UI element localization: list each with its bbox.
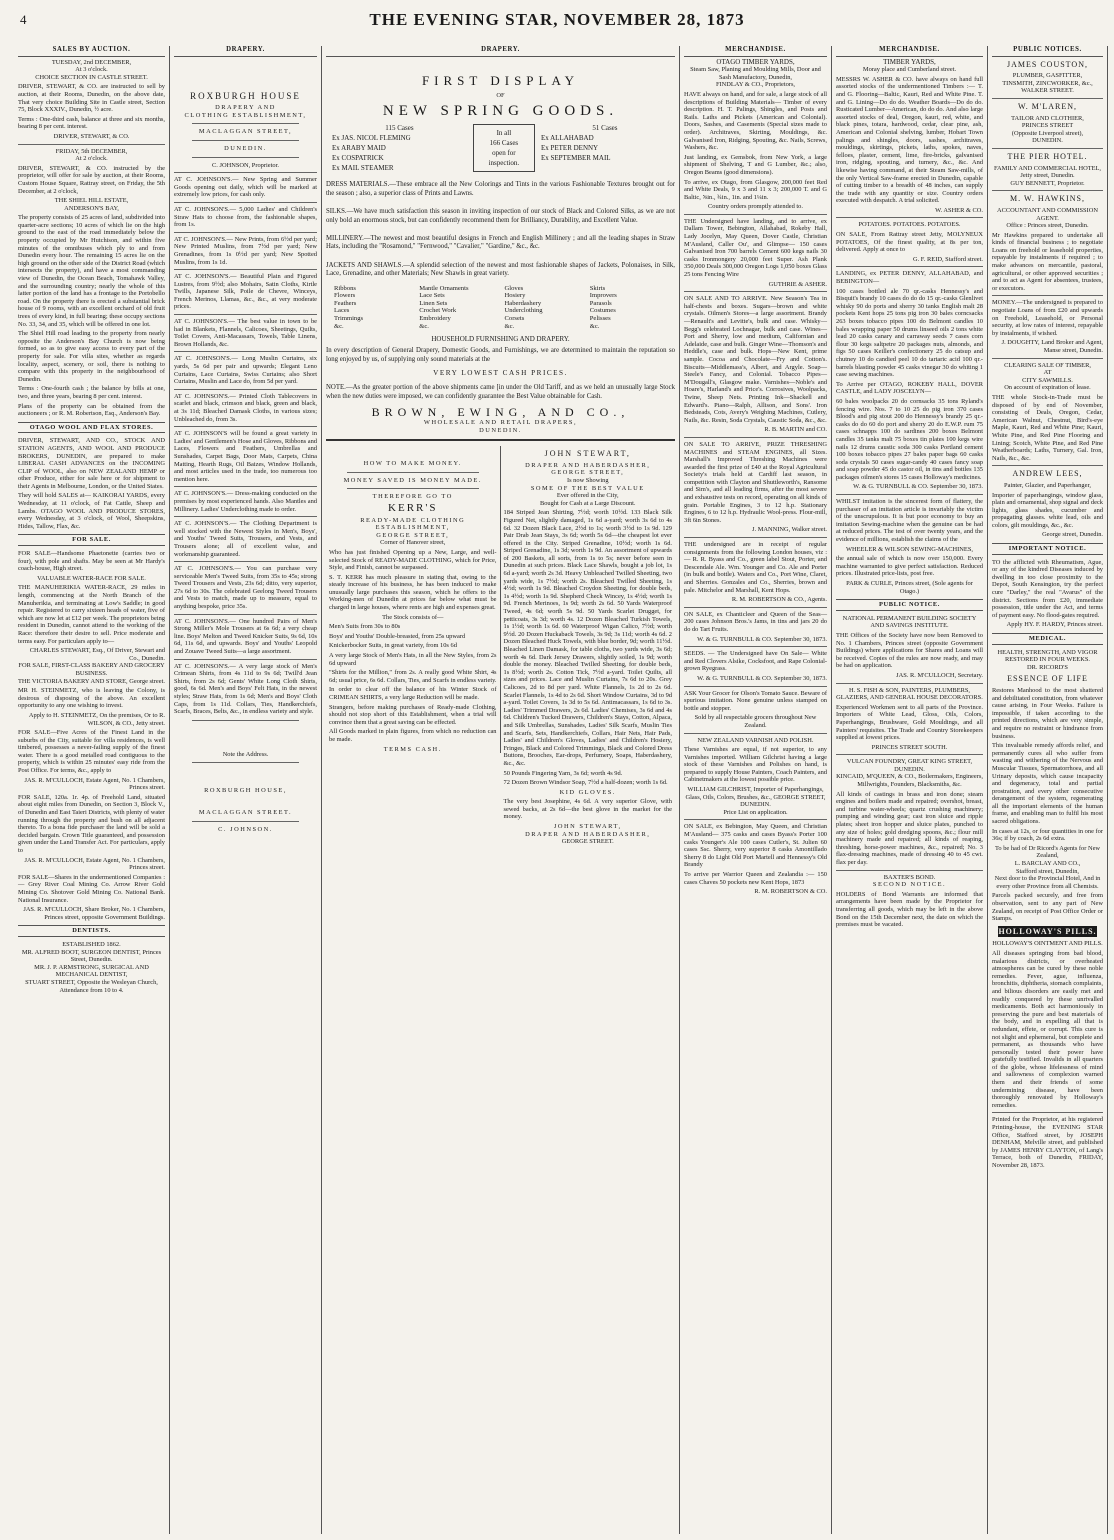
section-header: MEDICAL.: [992, 633, 1103, 645]
section-header: FOR SALE.: [18, 534, 165, 546]
ad-footer: Price List on application.: [723, 808, 788, 816]
ad-title: W. M'LAREN,: [1017, 101, 1078, 111]
kerr-name: KERR'S: [388, 501, 438, 514]
ad-signature: JAS. R. M'CULLOCH, Secretary.: [896, 671, 983, 679]
ad-body: THE undersigned are in receipt of regular consignments from the following London houses, viz :— R. R. Byass and Co., green label Stout, Porter, and Descendale Ale. Wm. Younger and Co. Ale and Porter (in bulk and bottle). Waters and Co., Port Wine, Claret, and Sherries. Gonzales and Co., Sherries, brown and pale. Mitchelor and Marshall, Kent Hops.: [684, 541, 827, 594]
column-header: DRAPERY.: [174, 46, 317, 57]
cases-table: [332, 123, 669, 173]
ad-proprietor: GUY BENNETT, Proprietor.: [1010, 179, 1085, 187]
column-header: SALES BY AUCTION.: [18, 46, 165, 57]
ship-name: Ex PETER DENNY: [540, 144, 599, 153]
johnson-ad: AT C. JOHNSON'S.— 5,000 Ladies' and Children's Straw Hats to choose from, the fashionable shapes, from 1s.: [174, 205, 317, 229]
roxburgh-street: MACLAGGAN STREET,: [198, 128, 293, 136]
ad-subtitle: KINCAID, M'QUEEN, & CO., Boilermakers, Engineers, Millwrights, Founders, Blacksmiths, &c.: [836, 773, 983, 789]
estate-title: THE SHIEL HILL ESTATE,: [54, 197, 129, 205]
ad-body: WHILST imitation is the sincerest form of flattery, the purchaser of an imitation article is invariably the victim of the unscrupulous. It is but poor economy to buy an imitation Sewing-machine when the genuine can be had at reduced prices. The test of over twenty years, and the evidence of millions, establish the claims of the: [836, 498, 983, 544]
ad-subtitle: Painter, Glazier, and Paperhanger,: [1004, 481, 1091, 489]
column-header: MERCHANDISE.: [684, 46, 827, 57]
ad-agent: L. BARCLAY AND CO.,: [1014, 860, 1081, 868]
ad-body: This invaluable remedy affords relief, and permanently cures all who suffer from wasting and withering of the Nervous and Muscular Tissues, Spermatorrhoea, and all Urinary deposits, which cause incapacity and degeneracy, total and partial prostration, and every other consecutive derangement of the system, regenerating all the important elements of the human frame, and enabling man to fulfil his most sacred obligations.: [992, 742, 1103, 826]
list-item: Corsets: [504, 315, 525, 322]
auction-terms: Terms : One-third cash, balance at three and six months, bearing 8 per cent. interest.: [18, 115, 165, 131]
ad-title: POTATOES. POTATOES. POTATOES.: [858, 221, 961, 229]
ad-body: In cases at 12s, or four quantities in one for 36s; if by coach, 2s 6d extra.: [992, 827, 1103, 843]
holloway-banner: HOLLOWAY'S PILLS.: [998, 926, 1097, 936]
johnson-ad: AT C. JOHNSON'S.— New Prints, from 6½d per yard; New Printed Muslins, from 7½d per yard; New Grenadines, from 1s 0½d per yard; New Spotted Muslins, from 1s 1d.: [174, 235, 317, 266]
kerr-stock-item: A very large Stock of Men's Hats, in all the New Styles, from 2s 6d upward: [329, 652, 497, 667]
stewart-street: GEORGE STREET,: [551, 469, 625, 477]
list-item: Embroidery: [419, 315, 451, 322]
ad-subtitle: To be had of Dr Ricord's Agents for New Zealand,: [994, 844, 1101, 860]
ad-body: They will hold SALES at— KAIKORAI YARDS, every Wednesday, at 11 o'clock, of Fat Cattle, Sheep and Lambs. OTAGO WOOL AND PRODUCE STORES, every Wednesday, at 3 o'clock, of Wool, Sheepskins, Hides, Tallow, Flax, &c.: [18, 492, 165, 530]
roxburgh-title: ROXBURGH HOUSE: [190, 90, 301, 101]
stewart-body: 184 Striped Jean Shirting, 7½d; worth 10½d. 133 Black Silk Figured Net, slightly damaged, 1s 6d a-yard; worth 3s 6d to 4s 6d. 32 Dozen Black Lace, 2½d to 1s; worth 3½d to 1s 9d. 129 Pair Drab Jean Stays, 3s 6d; worth 5s 6d—the cheapest lot ever offered in the City. Striped Grenadine, 10½d; worth 1s 6d. Striped Grenadine, 1s 3d; worth 1s 9d. An assortment of upwards of 200 Baskets, all sorts, from 1s to 5s; never before seen in Dunedin at such prices. Black Lace Shawls, bought a job lot, 1s 6d a-yard; worth 2s 3d. Heavy Unbleached Twilled Sheeting, two yards wide, 1s 7½d; worth 2s. Bleached Twilled Sheeting, 1s 4½d; worth 1s 9d. Bleached Croydon Sheeting, for double beds, 1s 4½d; worth 1s 9d. Shepherd Check Wincey, 1s 4½d; worth 1s 9d. French Merinoes, 1s 9d; worth 2s 6d. 50 Yards Waterproof Tweed, 4s 6d; worth 5s 9d. 50 Yards Scarlet Drugget, for petticoats, 3s 3d; worth 4s. 12 Dozen Bleached Turkish Towels, 1s 1½d; worth 1s 6d. 60 Waterproof Wigan Calico, 7½d; worth 9½d. 20 Dozen Huckaback Towels, 3s 9d; 3s 11d; worth 4s 6d. 2 Dozen Bleached Huck Towels, with blue border, 9d; worth 11½d. Bleached Linen Damask, for table cloths, two yards wide, 3s 6d; worth 4s 6d. Dark Jersey Drawers, slightly soiled, 1s 9d; worth double the money. Bleached Twilled Sheeting, for double beds, 1s 8½d; worth 2s. Cotton Tick, 7½d a-yard. Toilet Quilts, all sizes and prices. Lace and Muslin Curtains, 7s 6d to 20s. Grey Calicoes, 2d to 8d per yard. White Flannels, 1s 2d to 2s 6d. Scarlet Flannels, 1s 4d to 2s 6d. Short Window Curtains, 3d to 9d a-yard. Toilet Covers, 1s 3d to 5s 6d. Antimacassars, 1s 6d to 3s. Ladies' Trimmed Drawers, 2s 6d. Ladies' Chemises, 3s 6d and 4s 6d. Children's Tucked Drawers, Children's Stays, Cotton, Alpaca, and Silk Umbrellas, Sunshades, Ladies' Silk Scarfs, Muslin Ties and Scarfs, Sets, Handkerchiefs, Collars, Hair Nets, Hair Pads, Ladies' and Children's Gloves, Ladies' and Children's Hosiery, Fringes, Black and Colored Trimmings, Black and Colored Dress Buttons, Brooches, Ear-drops, Perfumery, Soaps, Haberdashery, &c., &c.: [503, 509, 672, 767]
ad-subtitle: SECOND NOTICE.: [872, 881, 947, 889]
ad-body: THE whole Stock-in-Trade must be disposed of by end of November, consisting of Deals, Oregon, Cedar, American Walnut, Chestnut, Bird's-eye Maple, Kauri, Red and White Pine; Kauri, White Pine, and Red Pine Flooring and Lining; Scotch, White Pine, and Red Pine Weatherboards; Laths, Turnery, Gal. Iron, Nails, &c., &c.: [992, 393, 1103, 462]
ad-signature: PARK & CURLE, Princes street, (Sole agents for Otago.): [846, 580, 973, 595]
ad-title: LANDING, ex PETER DENNY, ALLAHABAD, and BEBINGTON—: [836, 270, 983, 286]
list-item: Lace Sets: [419, 292, 445, 300]
for-sale-ad: FOR SALE—Five Acres of the Finest Land in the suburbs of the City, suitable for villa residences, is well timbered, possesses a never-failing supply of the finest water. There is a good metalled road contiguous to the property, which is within 25 minutes' easy ride from the Post Office. For terms, &c., apply to: [18, 729, 165, 775]
list-item: Trimmings: [334, 315, 364, 322]
list-item: Gloves: [504, 284, 524, 292]
ad-address: PRINCES STREET SOUTH.: [871, 743, 948, 751]
johnson-ad: AT C. JOHNSON'S.— Printed Cloth Tablecovers in scarlet and black, crimson and black, green and black, at 3s 11d; Bleached Damask Cloths, in various sizes; Unbleached do, from 3s.: [174, 392, 317, 423]
list-item: Crochet Work: [419, 307, 457, 315]
ad-body: ON SALE, ex Chanticleer and Queen of the Seas— 200 cases Johnson Bros.'s Jams, in tins and jars 20 do do do Tart Fruits.: [684, 610, 827, 633]
kerr-headline: READY-MADE CLOTHING: [360, 516, 466, 524]
ad-signature: JAS. R. M'CULLOCH, Share Broker, No. 1 Chambers, Princes street, opposite Government Buildings.: [23, 906, 165, 921]
kerr-stock-item: Knickerbocker Suits, in great variety, from 10s 6d: [329, 642, 457, 650]
ad-body: All kinds of castings in brass and iron done; steam engines and boilers made and repaired; overshot, breast, and turbine water-wheels; quartz crushing machinery; pumping and winding gear; cast iron sluice and ripple plates; sheet iron hopper and sluice plates, punched to any size of holes; gold dredging spoons, &c.; flour mill machinery made and repaired; all kinds of reaping, threshing, horse-power machines, &c., repaired; No. 3 flax-dressing machines, made of dressing 40 to 45 cwt. flax per day.: [836, 790, 983, 866]
silks: SILKS.—We have much satisfaction this season in inviting inspection of our stock of Black and Colored Silks, as we are not only bold an enormous stock, but can confidently recommend them for Brilliancy, Durability, and Excellent Value.: [326, 208, 675, 224]
kerr-stock-heading: The Stock consists of—: [382, 613, 444, 621]
ad-subtitle: AT: [1043, 369, 1052, 377]
auction-signature: DRIVER, STEWART, & CO.: [53, 132, 130, 140]
auction-time: At 2 o'clock.: [75, 155, 108, 163]
ad-body: SEEDS. — The Undersigned have On Sale— White and Red Clovers Alsike, Cocksfoot, and Rape Colonial-grown Ryegrass.: [684, 650, 827, 673]
section-header: DENTISTS.: [18, 925, 165, 937]
ad-signature: J. MANNING, Walker street.: [752, 526, 827, 534]
ad-subtitle: CITY SAWMILLS.: [1022, 376, 1073, 384]
kerr-corner: Corner of Hanover street,: [380, 539, 446, 547]
ad-body: TO the afflicted with Rheumatism, Ague, or any of the kindred Diseases induced by dwelling in too close proximity to the Depot, South Kensington, try the perfect cure "Darley," the real "Avarus" of the district. Sections from £20, immediate possession, title under the Act, and terms of payment easy. No flood-gates required.: [992, 558, 1103, 619]
for-sale-ad: FOR SALE—Handsome Phaetonette (carries two or four), with pole and shafts. May be seen at Mr Hardy's coach-house, High street.: [18, 550, 165, 573]
ad-signature: WILLIAM GILCHRIST, Importer of Paperhangings, Glass, Oils, Colors, Brushes, &c., GEORGE STREET, DUNEDIN.: [685, 786, 826, 809]
ship-name: Ex MAIL STEAMER: [332, 164, 394, 173]
printer-imprint: Printed for the Proprietor, at his registered Printing-house, the EVENING STAR Office, Stafford street, by JOSEPH DENHAM, Melville street, and published by JAMES HENRY CLAYTON, of Lang's Terrace, both of Dunedin, FRIDAY, November 28, 1873.: [992, 1116, 1103, 1169]
ad-title: VULCAN FOUNDRY, GREAT KING STREET, DUNEDIN.: [846, 758, 973, 773]
johnson-ad: AT C. JOHNSON'S.— You can purchase very serviceable Men's Tweed Suits, from 35s to 45s; strong Tweed Trousers and Vests, 23s 6d; ditto, very superior, 27s 6d to 30s. The celebrated Geelong Tweed Trousers and Vests to match, made up to measure, equal to anything bespoke, price 35s.: [174, 565, 317, 611]
dentist-hours: Attendance from 10 to 4.: [59, 986, 124, 994]
ad-body: Importer of paperhangings, window glass, plain and ornamental, shop signal and deck lights, glass shades, cucumber and propagating glasses. white lead, oils and colors, gilt mouldings, &c., &c.: [992, 491, 1103, 529]
millinery: MILLINERY.—The newest and most beautiful designs in French and English Millinery ; and all the leading shapes in Straw Hats, including the "Rosamond," "Fernwood," "Cavalier," "Gardine," &c., &c.: [326, 235, 675, 251]
list-item: Linen Sets: [419, 299, 448, 307]
ad-signature: R. M. ROBERTSON & CO., Agents.: [731, 596, 827, 604]
johnson-ad: AT C. JOHNSON'S.— A very large stock of Men's Crimean Shirts, from 4s 11d to 9s 6d; Twill'd Jean Shirts, from 2s 6d; Gents' White Long Cloth Shirts, good, 6s 6d. Men's and Boys' Felt Hats, in the newest styles; Straw Hats, from 1s 6d; Men's and Boys' Cloth Caps, from 1s 11d. Collars, Ties, Handkerchiefs, Scarfs, Braces, Belts, &c., in endless variety and style.: [174, 662, 317, 716]
list-item: Hosiery: [504, 292, 526, 300]
ad-address: Stafford street, Dunedin,: [1015, 867, 1080, 875]
cases-inspection: inspection.: [488, 159, 520, 168]
first-display-title: FIRST DISPLAY: [421, 72, 580, 88]
kid-gloves-title: KID GLOVES.: [559, 788, 616, 796]
johnson-ad: AT C. JOHNSON'S will be found a great variety in Ladies' and Gentlemen's Hose and Gloves, Ribbons and Laces, Flowers and Feathers, Umbrellas and Sunshades, Carpet Bags, Door Mats, Carpets, China Matting, Hearth Rugs, Oil Baizes, Window Hollands, and most articles used in the trade, too numerous too mention here.: [174, 430, 317, 483]
ad-signature: W. & G. TURNBULL & CO. September 30, 1873.: [697, 674, 827, 682]
ad-body: Just landing, ex Gemsbok, from New York, a large shipment of Shelving, T and G Lumber, &c.; also, Oregon Beams (good dimensions).: [684, 153, 827, 176]
list-item: Feathers: [334, 299, 357, 307]
for-sale-ad: FOR SALE, 120a. 1r. 4p. of Freehold Land, situated about eight miles from Dunedin, on Section 3, Block V., of Dunedin and East Taieri Districts, with plenty of water running through the property and bush on all adjacent thereto. To a bona fide purchaser the land will be sold a decided bargain. Crown Title guaranteed, and possession given under the Land Transfer Act. For particulars, apply to: [18, 793, 165, 854]
of-label: OF: [496, 92, 505, 100]
kerr-terms: TERMS CASH.: [383, 745, 442, 753]
ad-body: THE Offices of the Society have now been Removed to No. 1 Chambers, Princes street (opposite Government Buildings) where applications for Shares and Loans will be received. Copies of the rules are now ready, and may be had on application.: [836, 631, 983, 670]
list-item: Underclothing: [504, 307, 543, 315]
ad-body: THE Undersigned have landing, and to arrive, ex Dallam Tower, Bebington, Allahabad, Rokeby Hall, Lady Jocelyn, May Queen, Dover Castle, Christian M'Ausland, Caller Ou', and Glimpse— 150 cases Galvanised Iron 700 barrels Cement 600 kegs nails 30 casks Ironmongery 20,000 feet Super. Ash Plank 350,000 Deals 300,000 Oregon Logs 1,050 boxes Glass 25 tons Fencing Wire: [684, 217, 827, 279]
auction-time: At 3 o'clock.: [75, 66, 108, 74]
estate-plans: Plans of the property can be obtained from the auctioneers ; or R. M. Robertson, Esq., Anderson's Bay.: [18, 402, 165, 418]
ad-body: These Varnishes are equal, if not superior, to any Varnishes imported. William Gilchrist having a large stock of these Varnishes and Polishes on hand, is prepared to supply House Painters, Coach Painters, and Cabinetmakers at the lowest possible price.: [684, 746, 827, 784]
stewart-name: JOHN STEWART,: [544, 449, 631, 459]
newspaper-title: THE EVENING STAR, NOVEMBER 28, 1873: [369, 10, 745, 29]
ad-body: MONEY.—The undersigned is prepared to negotiate Loans of from £20 and upwards on Freehold, Leasehold, or Personal security, at low rates of interest, repayable by instalments, if wished.: [992, 299, 1103, 337]
jackets-shawls: JACKETS AND SHAWLS.—A splendid selection of the newest and most fashionable shapes of Jackets, Polonaises, in Silk, Lace, Grenadine, and other Materials; New Shawls in great variety.: [326, 261, 675, 278]
household-body: In every description of General Drapery, Domestic Goods, and Furnishings, we are determined to maintain the reputation so long enjoyed by us, of supplying only sound materials at the: [326, 346, 675, 363]
brown-ewing-city: DUNEDIN.: [479, 426, 522, 434]
very-lowest-cash-prices: VERY LOWEST CASH PRICES.: [433, 368, 568, 377]
column-header: DRAPERY.: [326, 46, 675, 57]
section-header: PUBLIC NOTICE.: [836, 599, 983, 611]
estate-terms: Terms : One-fourth cash ; the balance by bills at one, two, and three years, bearing 8 per cent. interest.: [18, 385, 165, 400]
ad-body: the annual sale of which is now over 150,000. Every machine warranted to give perfect satisfaction. Reduced prices. Illustrated price-lists, post free.: [836, 555, 983, 578]
list-item: Flowers: [334, 292, 356, 300]
ad-subtitle: Moray place and Cumberland street.: [862, 66, 957, 74]
ad-body: ON SALE AND TO ARRIVE. New Season's Tea in half-chests and boxes. Sugars—brown and white crystals. Oilmen's Stores—a large assortment. Brandy—Renault's and Levitte's, bulk and case. Whisky—Begg's celebrated Lochnagar, bulk and case. Wines—Port and Sherry, low and medium, Californian and Adelaide, case and bulk. Ginger Wine—Thomson's and Heddle's, case and bulk. Hops—New Kent, prime sample. Cocoa and Chocolate—Fry and Cotton's. Biscuits—Middlemass's, Albert, and Argyle. Soap—Steele's Fancy, and Colonial. Tobacco Pipes—M'Dougall's, Glasgow make. Varnishes—Noble's and Hoare's, Harland's and Price's. Corrosives, Woolpacks, Twine, Sheep Nets. Printing Ink—Shackell and Edward's. Piano—Ralph, Allison, and Sons'. Iron Bedsteads, Cots, Avery's Weighing Machines, Cutlery, Nails, &c. Resin, Soda Crystals, Caustic Soda, &c., &c.: [684, 295, 827, 424]
ad-subtitle: FAMILY AND COMMERCIAL HOTEL,: [993, 164, 1102, 172]
list-item: Skirts: [589, 284, 606, 292]
ad-subtitle: Steam Saw, Planing and Moulding Mills, Door and Sash Manufactory, Dunedin,: [690, 66, 821, 81]
column-drapery-roxburgh: [170, 46, 322, 1534]
ad-signature: R. M. ROBERTSON & CO.: [754, 888, 827, 896]
brown-ewing-title: BROWN, EWING, AND CO.,: [371, 405, 630, 420]
kerr-stock-item: Men's Suits from 30s to 80s: [329, 623, 401, 631]
ad-subtitle: On account of expiration of lease.: [1004, 384, 1091, 392]
cases-total: 166 Cases: [489, 139, 519, 148]
kerr-headline: MONEY SAVED IS MONEY MADE.: [343, 476, 482, 484]
ad-proprietor: FINDLAY & CO., Proprietors,: [715, 81, 796, 89]
kerr-body: Who has just finished Opening up a New, Large, and well-selected Stock of READY-MADE CLOTHING, which for Price, Style, and Finish, cannot be surpassed.: [329, 548, 497, 572]
stewart-trade: DRAPER AND HABERDASHER,: [525, 461, 651, 469]
footer-name: ROXBURGH HOUSE,: [204, 787, 287, 795]
ad-title: TIMBER YARDS,: [883, 57, 936, 66]
ad-body: ON SALE, ex Bebington, May Queen, and Christian M'Ausland— 375 casks and cases Byass's Porter 100 casks Younger's Ale 100 cases Cutler's, St. Julien 60 cases Ssc. Sherry, very superior 8 casks Amontillado Sherry 8 do Light Old Port Martell and Hennessy's Old Brandy: [684, 823, 827, 869]
kerr-body: S. T. KERR has much pleasure in stating that, owing to the steady increase of his business, he has been induced to make unusually large purchases this season, which he offers to the Working-men of Dunedin at prices far below what must be charged in large houses, where rents are high and expenses great.: [329, 573, 497, 612]
list-item: Laces: [334, 307, 350, 315]
column-merchandise-2: [832, 46, 988, 1534]
kerr-body: In order to clear off the balance of his Winter Stock of CRIMEAN SHIRTS, a very large Reduction will be made.: [329, 686, 497, 701]
johnson-ad: AT C. JOHNSON'S.— The Clothing Department is well stocked with the Newest Styles in Men's, Boys', and Youths' Tweed Suits, Trousers, and Vests, and Trousers alone; all of excellent value, and workmanship guaranteed.: [174, 520, 317, 558]
ad-signature: Apply to H. STEINMETZ, On the premises, Or to R. WILSON, & CO., Jetty street.: [28, 711, 165, 727]
ad-body: HOLDERS of Bond Warrants are informed that arrangements have been made by the Proprietor for transferring all goods, which may be left in the above Bond on the 15th December next, the date on which the premises must be vacated.: [836, 890, 983, 929]
ad-address: Office : Princes street, Dunedin.: [1006, 222, 1089, 230]
stewart-footer: JOHN STEWART,: [553, 823, 622, 831]
for-sale-ad: THE MANUHERIKIA WATER-RACE, 29 miles in length, commencing at the North Branch of the Manuherikia, and terminating at Low's Saddle; in good repair. Registered to carry sixteen heads of water, five of which are now let at £12 per week. The proprietors being resident in Dunedin, cannot attend to the working of the Race: therefore their desire to sell. Price moderate and terms easy. For particulars apply to—: [18, 584, 165, 645]
kerr-headline: ESTABLISHMENT,: [375, 524, 450, 532]
ad-signature: J. DOUGHTY, Land Broker and Agent, Manse street, Dunedin.: [1001, 339, 1103, 354]
ad-title: OTAGO WOOL AND FLAX STORES.: [18, 422, 165, 434]
list-item: Costumes: [589, 307, 616, 315]
kerr-headline: THEREFORE GO TO: [372, 493, 453, 501]
ad-body: DRIVER, STEWART, AND CO., STOCK AND STATION AGENTS, AND WOOL AND PRODUCE BROKERS, DUNEDIN, are prepared to make LIBERAL CASH ADVANCES on the INCOMING CLIP of WOOL, also on NEW ZEALAND HEMP or other Produce, either for sale here or for shipment to their Agents in Melbourne, London, or the United States.: [18, 437, 165, 490]
roxburgh-city: DUNEDIN.: [224, 144, 267, 152]
stewart-footer: DRAPER AND HABERDASHER,: [525, 830, 651, 838]
ad-signature: GUTHRIE & ASHER.: [768, 280, 827, 288]
household-title: HOUSEHOLD FURNISHING AND DRAPERY.: [431, 335, 570, 344]
johnson-ad: AT C. JOHNSON'S.— One hundred Pairs of Men's Strong Miller's Mole Trousers at 6s 6d; a very cheap line. Boys' Melton and Tweed Knicker Suits, 9s 6d, 10s 6d, 11s 6d, and upwards. Boys' and Youths' Leopold and Zouave Tweed Suits—a large assortment.: [174, 617, 317, 656]
johnson-ad: AT C. JOHNSON'S.— Dress-making conducted on the premises by most experienced hands. Also Mantles and Millinery. Ladies' Underclothing made to order.: [174, 490, 317, 513]
ship-name: Ex JAS. NICOL FLEMING: [332, 134, 411, 143]
column-sales-by-auction: [14, 46, 170, 1534]
ad-subtitle: PLUMBER, GASFITTER,: [1012, 72, 1083, 80]
ad-body: All diseases springing from bad blood, malarious districts, or overheated atmospheres can be cured by these noble remedies. Fever, ague, influenza, bronchitis, diphtheria, stomach complaints, and bilious disorders are easily met and readily conquered by these unrivalled medicaments. Both act harmoniously in preserving the pure and best materials of the body, and in expelling all that is redundant, effete, or corrupt. This cure is not slight and ephemeral, but complete and permanent, as thousands who have personally tested their power have gratefully testified. Invalids in all quarters of the globe, whose lifelessness of mind and sallowness of complexion warned them and their friends of some undermining disease, have been thoroughly renovated by Holloway's remedies.: [992, 949, 1103, 1109]
brown-ewing-subtitle: WHOLESALE AND RETAIL DRAPERS,: [423, 418, 578, 426]
cases-count: 115 Cases: [385, 124, 414, 133]
estate-description: The property consists of 25 acres of land, subdivided into quarter-acre sections; 10 acres of which lie on the high ground to the east of the road immediately below the property occupied by Mr Hutchison, and within five minutes of the omnibuses which ply to and from Dunedin every hour. The remaining 15 acres lie on the high ground on the other side of the District Road (which intersects the property), and have a most commanding view of Dunedin, the Ocean Beach, Tomahawk Valley, and the surrounding country; nearly the whole of this latter portion of the land has a frontage to the Portobello road. On the property there is erected a substantial brick house of 9 rooms, with an excellent orchard of old fruit trees of every kind, in full bearing; these occupy sections No. 33, 34, and 35, which will be offered in one lot.: [18, 214, 165, 328]
johnson-ad: AT C. JOHNSON'S.— Beautiful Plain and Figured Lustres, from 9½d; also Mohairs, Satin Cloths, Kirtle Twills, Japanese Silk, Poile de Chevre, Winceys, French Merinos, Llamas, &c., &c., at very moderate prices.: [174, 273, 317, 311]
list-item: Pelisses: [589, 315, 611, 322]
ad-title: JAMES COUSTON,: [1007, 59, 1088, 69]
ad-footer: Sold by all respectable grocers throughout New Zealand.: [694, 714, 817, 729]
ad-title: BAXTER'S BOND.: [883, 873, 936, 881]
section-header: IMPORTANT NOTICE.: [992, 543, 1103, 555]
footer-street: MACLAGGAN STREET.: [198, 808, 293, 816]
auction-title: CHOICE SECTION IN CASTLE STREET.: [35, 73, 148, 81]
dress-materials: DRESS MATERIALS.—These embrace all the New Colorings and Tints in the various Fashionable Textures brought out for the season ; also, a superior class of Prints and Lawns.: [326, 181, 675, 197]
new-spring-goods-title: NEW SPRING GOODS.: [382, 102, 619, 119]
kerr-stock-item: Boys' and Youths' Double-breasted, from 25s upward: [329, 632, 466, 640]
ad-address: (Opposite Liverpool street),: [1011, 129, 1084, 137]
list-item: &c.: [334, 322, 344, 330]
ad-signature: G. F. REID, Stafford street.: [912, 255, 983, 263]
ad-title: WHEELER & WILSON SEWING-MACHINES,: [846, 545, 973, 553]
auction-body: DRIVER, STEWART, & CO. instructed by the proprietor, will offer for sale by auction, at their Rooms, Custom House Square, Rattray street, on Friday, the 5th December, at 2 o'clock,: [18, 164, 165, 195]
kerr-street: GEORGE STREET,: [376, 531, 450, 539]
list-item: Haberdashery: [504, 299, 542, 307]
ad-body: HAVE always on hand, and for sale, a large stock of all descriptions of Building Materials— Timber of every description. H. T. Palings, Shingles, and Posts and Rails. Laths and Pickets (American and Colonial). Doors, Sashes, and Casements (Special sizes made to order). Architraves, Skirting, Mouldings, &c. Galvanised Iron, Ridging, Spouting, &c. Nails, Screws, Washers, &c.: [684, 90, 827, 152]
roxburgh-proprietor: C. JOHNSON, Proprietor.: [212, 161, 279, 169]
johnson-ad: AT C. JOHNSON'S.— The best value in town to be had in Blankets, Flannels, Calicoes, Sheetings, Quilts, Toilet Covers, Anti-Macassars, Towels, Table Linens, Brown Hollands, &c.: [174, 318, 317, 348]
ad-title: OTAGO TIMBER YARDS,: [716, 57, 795, 66]
footer-proprietor: C. JOHNSON.: [218, 825, 273, 833]
ad-title: HEALTH, STRENGTH, AND VIGOR RESTORED IN FOUR WEEKS.: [997, 648, 1098, 664]
ad-address: Jetty street, Dunedin.: [1020, 172, 1075, 180]
dentist-ad: MR. ALFRED BOOT, SURGEON DENTIST, Princes Street, Dunedin.: [21, 948, 162, 964]
cases-open: open for: [492, 149, 516, 158]
estate-location: ANDERSON'S BAY,: [64, 204, 119, 212]
ad-title: VALUABLE WATER-RACE FOR SALE.: [37, 574, 146, 582]
ad-body: ON SALE TO ARRIVE, PRIZE THRESHING MACHINES and STEAM ENGINES, all Sizes. Marshall's Improved Threshing Machines were awarded the first prize of £40 at the Royal Agricultural Society's trials held at Cardiff last season, in competition with Clayton and Shuttleworth's, Ransome and Sim's, and all leading firms, after the most severe and exhaustive tests on record, operating on all kinds of grain. Portable Engines, 3 to 12 h.p. Stationary Engines, 6 to 12 h.p. Hydraulic Wool-press. Flour-mill, 3ft 6in Stones.: [684, 440, 827, 524]
ad-signature: W. ASHER & CO.: [935, 206, 983, 214]
ad-address: WALKER STREET.: [1021, 87, 1074, 95]
address-note: Note the Address.: [222, 750, 269, 758]
dentist-address: STUART STREET, Opposite the Wesleyan Church,: [25, 978, 158, 986]
ad-subtitle: DR. RICORD'S: [1027, 663, 1068, 671]
list-item: Ribbons: [334, 284, 356, 292]
stewart-item: 72 Dozen Brown Windsor Soap, 7½d a half-dozen; worth 1s 6d.: [503, 779, 668, 787]
ship-name: Ex COSPATRICK: [332, 154, 384, 163]
johnson-ad: AT C. JOHNSON'S.— Long Muslin Curtains, six yards, 5s 6d per pair and upwards; Elegant Leno Curtains, Lace Curtains, Swiss Curtains; also Short Curtains, Muslin and Lace do, from 5d per yard.: [174, 355, 317, 386]
ad-subtitle: TINSMITH, ZINCWORKER, &c.,: [1002, 79, 1093, 87]
ad-title: NATIONAL PERMANENT BUILDING SOCIETY AND SAVINGS INSTITUTE.: [842, 614, 977, 630]
column-public-notices: [988, 46, 1108, 1534]
ad-title: THE PIER HOTEL.: [1007, 151, 1088, 161]
ad-signature: JAS. R. M'CULLOCH, Estate Agent, No. 1 Chambers, Princes street.: [24, 776, 165, 792]
column-header: MERCHANDISE.: [836, 46, 983, 57]
dentist-ad: MR. J. P. ARMSTRONG, SURGICAL AND MECHANICAL DENTIST,: [34, 963, 149, 979]
goods-lists: [334, 285, 667, 331]
ad-body: Experienced Workmen sent to all parts of the Province. Importers of White Lead, Gloss, Oils, Colors, Paperhangings, Brushware, Gold Mouldings, and all Painters' requisites. The Trade and Country Storekeepers supplied at lowest prices.: [836, 703, 983, 742]
ad-title: ANDREW LEES,: [1012, 469, 1083, 479]
kerr-stock-item: "Shirts for the Million," from 2s. A really good White Shirt, 4s 6d; usual price, 6s 6d. Collars, Ties, and Scarfs in endless variety.: [329, 669, 497, 684]
tariff-note: NOTE.—As the greater portion of the above shipments came [in under the Old Tariff, and as we held an unusually large Stock when the new duties were imposed, we can confidently guarantee the Best Value obtainable for Cash.: [326, 384, 675, 401]
ad-title: NEW ZEALAND VARNISH AND POLISH.: [697, 736, 814, 744]
ad-subtitle: ACCOUNTANT AND COMMISSION AGENT.: [997, 206, 1098, 222]
ad-title: HOLLOWAY'S OINTMENT AND PILLS.: [992, 940, 1103, 948]
ad-title: CLEARING SALE OF TIMBER,: [1004, 361, 1091, 369]
ship-name: Ex ARABY MAID: [332, 144, 386, 153]
ad-body: Mr Hawkins prepared to undertake all kinds of financial business ; to negotiate Loans on freehold or leasehold properties, repayable by instalments if required ; to make advances on mercantile, pastoral, agricultural, or other approved securities ; and to act as Agent for absentees, trustees, or executors.: [992, 231, 1103, 292]
list-item: &c.: [504, 322, 515, 330]
stewart-footer: GEORGE STREET.: [561, 838, 614, 846]
ship-name: Ex SEPTEMBER MAIL: [540, 154, 611, 163]
roxburgh-subtitle: DRAPERY AND: [215, 104, 276, 112]
kerr-body: Strangers, before making purchases of Ready-made Clothing, should not stop short of this Establishment, when a trial will convince them that a great saving can be effected.: [329, 703, 497, 726]
ad-title: H. S. FISH & SON, PAINTERS, PLUMBERS, GLAZIERS, AND GENERAL HOUSE DECORATORS.: [836, 686, 983, 702]
cases-in-all: In all: [496, 129, 512, 138]
dentist-established: ESTABLISHED 1862.: [62, 940, 121, 948]
kerr-ad: [326, 446, 501, 753]
stewart-item: 50 Pounds Fingering Yarn, 3s 6d; worth 4s 9d.: [503, 769, 623, 777]
stewart-showing: Is now Showing: [566, 476, 609, 484]
auction-date: TUESDAY, 2nd DECEMBER,: [51, 58, 132, 66]
column-drapery-main: [322, 46, 680, 1534]
ad-body: 60 bales woolpacks 20 do cornsacks 35 tons Ryland's fencing wire. Nos. 7 to 10 25 do pig iron 370 cases Blood's and pig stout 200 do Hennessy's brandy 25 qr.-casks do do 60 do port and sherry 20 do E.W.P. rum 75 cases schnapps 100 do sardines 200 boxes Belmont candles 35 tanks malt 75 boxes tin plates 100 kegs wire nails 12 drums caustic soda 300 casks Portland cement 100 boxes tobacco pipes 27 bales paper bags 60 casks soda crystals 50 cases sugar-candy 40 cases fancy soap and soap powder 45 do castor oil, in tins and bottles 135 packages oilmen's stores 15 cases Holloway's medicines.: [836, 397, 983, 481]
ad-signature: R. B. MARTIN and CO.: [764, 426, 827, 434]
ad-title: ESSENCE OF LIFE: [1007, 674, 1088, 684]
for-sale-ad: MR H. STEINMETZ, who is leaving the Colony, is desirous of disposing of the above. An excellent opportunity to any one wishing to invest.: [18, 687, 165, 710]
ad-body: Parcels packed securely, and free from observation, sent to any part of New Zealand, on receipt of Post Office Order or Stamps.: [992, 892, 1103, 923]
ad-body: To arrive, ex Otago, from Glasgow, 200,000 feet Red and White Deals, 9 x 3 and 11 x 3; 200,000 T. and G Baltic, ⅝in., ¾in., 1in. and 1¼in.: [684, 178, 827, 201]
column-merchandise-1: [680, 46, 832, 1534]
ship-name: Ex ALLAHABAD: [540, 134, 594, 143]
ad-signature: W. & G. TURNBULL & CO. September 30, 1873.: [853, 483, 983, 491]
page-number: 4: [20, 12, 27, 27]
list-item: Improvers: [589, 292, 617, 300]
ad-body: 100 cases bottled ale 70 qr.-casks Hennessy's and Bisquit's brandy 10 cases do do do 15 qr.-casks Glenlivet whisky 90 do ports and sherry 30 tanks English malt 28 pockets Kent hops 25 tons pig iron 30 bales corncsacks 263 boxes tobacco pipes 100 do Belmont candles 10 bales wrapping paper 50 drums linseed oils 2 tons white lead 20 casks canary and carraway seeds 7 cases corn flour 30 kegs saltpetre 20 packages nuts, almonds, and figs 50 cases Keiller's confectionery 25 do catsup and chutney 10 do candied peel 10 do tartaric acid 100 qr.-barrels blasting powder 45 casks vinegar 30 do whiting 1 case sewing machines.: [836, 287, 983, 379]
kerr-headline: HOW TO MAKE MONEY.: [363, 460, 462, 468]
ad-signature: Apply HY. F. HARDY, Princes street.: [1006, 621, 1103, 629]
column-header: PUBLIC NOTICES.: [992, 46, 1103, 57]
ad-address: George street, Dunedin.: [1042, 531, 1103, 539]
johnson-ad: AT C. JOHNSON'S.— New Spring and Summer Goods opening out daily, which will be marked at extremely low prices, for cash only.: [174, 176, 317, 199]
ad-title: To Arrive per OTAGO, ROKEBY HALL, DOVER CASTLE, and LADY JOSCELYN—: [836, 380, 983, 396]
cases-count: 51 Cases: [592, 124, 618, 133]
masthead: [0, 0, 1114, 40]
ad-title: M. W. HAWKINS,: [1010, 194, 1085, 204]
ad-body: To arrive per Warrior Queen and Zealandia :— 150 cases Chaves 50 pockets new Kent Hops, 1873: [684, 871, 827, 886]
ad-title: FOR SALE, FIRST-CLASS BAKERY AND GROCERY BUSINESS.: [18, 662, 165, 677]
ad-address: PRINCES STREET: [1021, 122, 1074, 130]
stewart-discount: Bought for Cash at a Large Discount.: [539, 499, 636, 507]
auction-date: FRIDAY, 5th DECEMBER,: [55, 147, 128, 155]
kid-gloves-body: The very best Josephine, 4s 6d. A very superior Glove, with sewed backs, at 2s 6d—the best glove in the market for the money.: [503, 798, 672, 821]
stewart-city: Ever offered in the City,: [556, 492, 619, 500]
ad-body: ASK Your Grocer for Olson's Tomato Sauce. Beware of spurious imitation. None genuine unless stamped on bottle and stopper.: [684, 689, 827, 712]
roxburgh-subtitle: CLOTHING ESTABLISHMENT,: [184, 111, 307, 119]
list-item: &c.: [589, 322, 600, 330]
for-sale-ad: FOR SALE—Shares in the undermentioned Companies :— Grey River Coal Mining Co. Arrow River Gold Mining Co. Shotover Gold Mining Co. National Bank. National Insurance.: [18, 873, 165, 904]
list-item: &c.: [419, 322, 429, 330]
estate-description: The Shiel Hill road leading to the property from nearly opposite the Anderson's Bay Church is now being formed, so as to give easy access to every part of the property for sale. For villa sites, whether as regards locality, aspect, scenery, or soil, there is nothing to compare with this property in the neighbourhood of Dunedin.: [18, 330, 165, 383]
ad-address: Next door to the Provincial Hotel, And in every other Province from all Chemists.: [994, 875, 1101, 890]
auction-body: DRIVER, STEWART, & CO. are instructed to sell by auction, at their Rooms, Dunedin, on the above date, That very choice Building Site in Castle street, Section 75, Block XXXIV., Dunedin, ½ acre.: [18, 83, 165, 114]
ad-signature: W. & G. TURNBULL & CO. September 30, 1873.: [697, 635, 827, 643]
ad-body: MESSRS W. ASHER & CO. have always on hand full assorted stocks of the undermentioned Timbers :— T. and G. Flooring—Baltic, Kauri, Red and White Pine. T. and G. Lining—Do do do. Weather Boards—Do do do. Rusticated Lumber—American, do do do. And also large assorted stocks of deal, Oregon, kauri, red, white, and black pines, totara, hardwood, cedar, clear pine, ash, American and Colonial shelving, lumber, Hobart Town palings and shingles, doors, sashes, architraves, mouldings, skirtings, pickets, laths, spokes, naves, felloes, plaster, cement, lime, fire-bricks, galvanised iron, ridging, spouting, and turnery, &c., &c. And likewise having command, at their Steam Saw-mills, of the only Vertical Saw-frame erected in Dunedin, capable of cutting timber to a breadth of 48 inches, can supply the trade with any quantity or size. Country orders executed with despatch. A trial solicited.: [836, 75, 983, 205]
kerr-body: All Goods marked in plain figures, from which no reduction can be made.: [329, 728, 497, 743]
ad-subtitle: TAILOR AND CLOTHIER,: [1011, 114, 1084, 122]
stewart-ad: [501, 446, 676, 846]
ad-body: ON SALE, From Rattray street Jetty, MOLYNEUX POTATOES, Of the finest quality, at 8s per ton, delivered. Apply at once to: [836, 231, 983, 254]
ad-signature: JAS. R. M'CULLOCH, Estate Agent, No. 1 Chambers, Princes street.: [24, 856, 165, 872]
list-item: Parasols: [589, 299, 612, 307]
ad-city: DUNEDIN.: [1032, 137, 1063, 145]
ad-body: Restores Manhood to the most shattered and debilitated constitution, from whatever cause arising, in Four Weeks. Failure is impossible, if taken according to the printed directions, which are very simple, and require no restraint or hindrance from business.: [992, 686, 1103, 740]
ad-subtitle: THE VICTORIA BAKERY AND STORE, George street.: [18, 677, 165, 685]
stewart-best-value: SOME OF THE BEST VALUE: [530, 484, 645, 492]
ad-signature: CHARLES STEWART, Esq., Of Driver, Stewart and Co., Dunedin.: [29, 647, 165, 662]
ad-footer: Country orders promptly attended to.: [708, 203, 803, 211]
list-item: Mantle Ornaments: [419, 284, 469, 292]
